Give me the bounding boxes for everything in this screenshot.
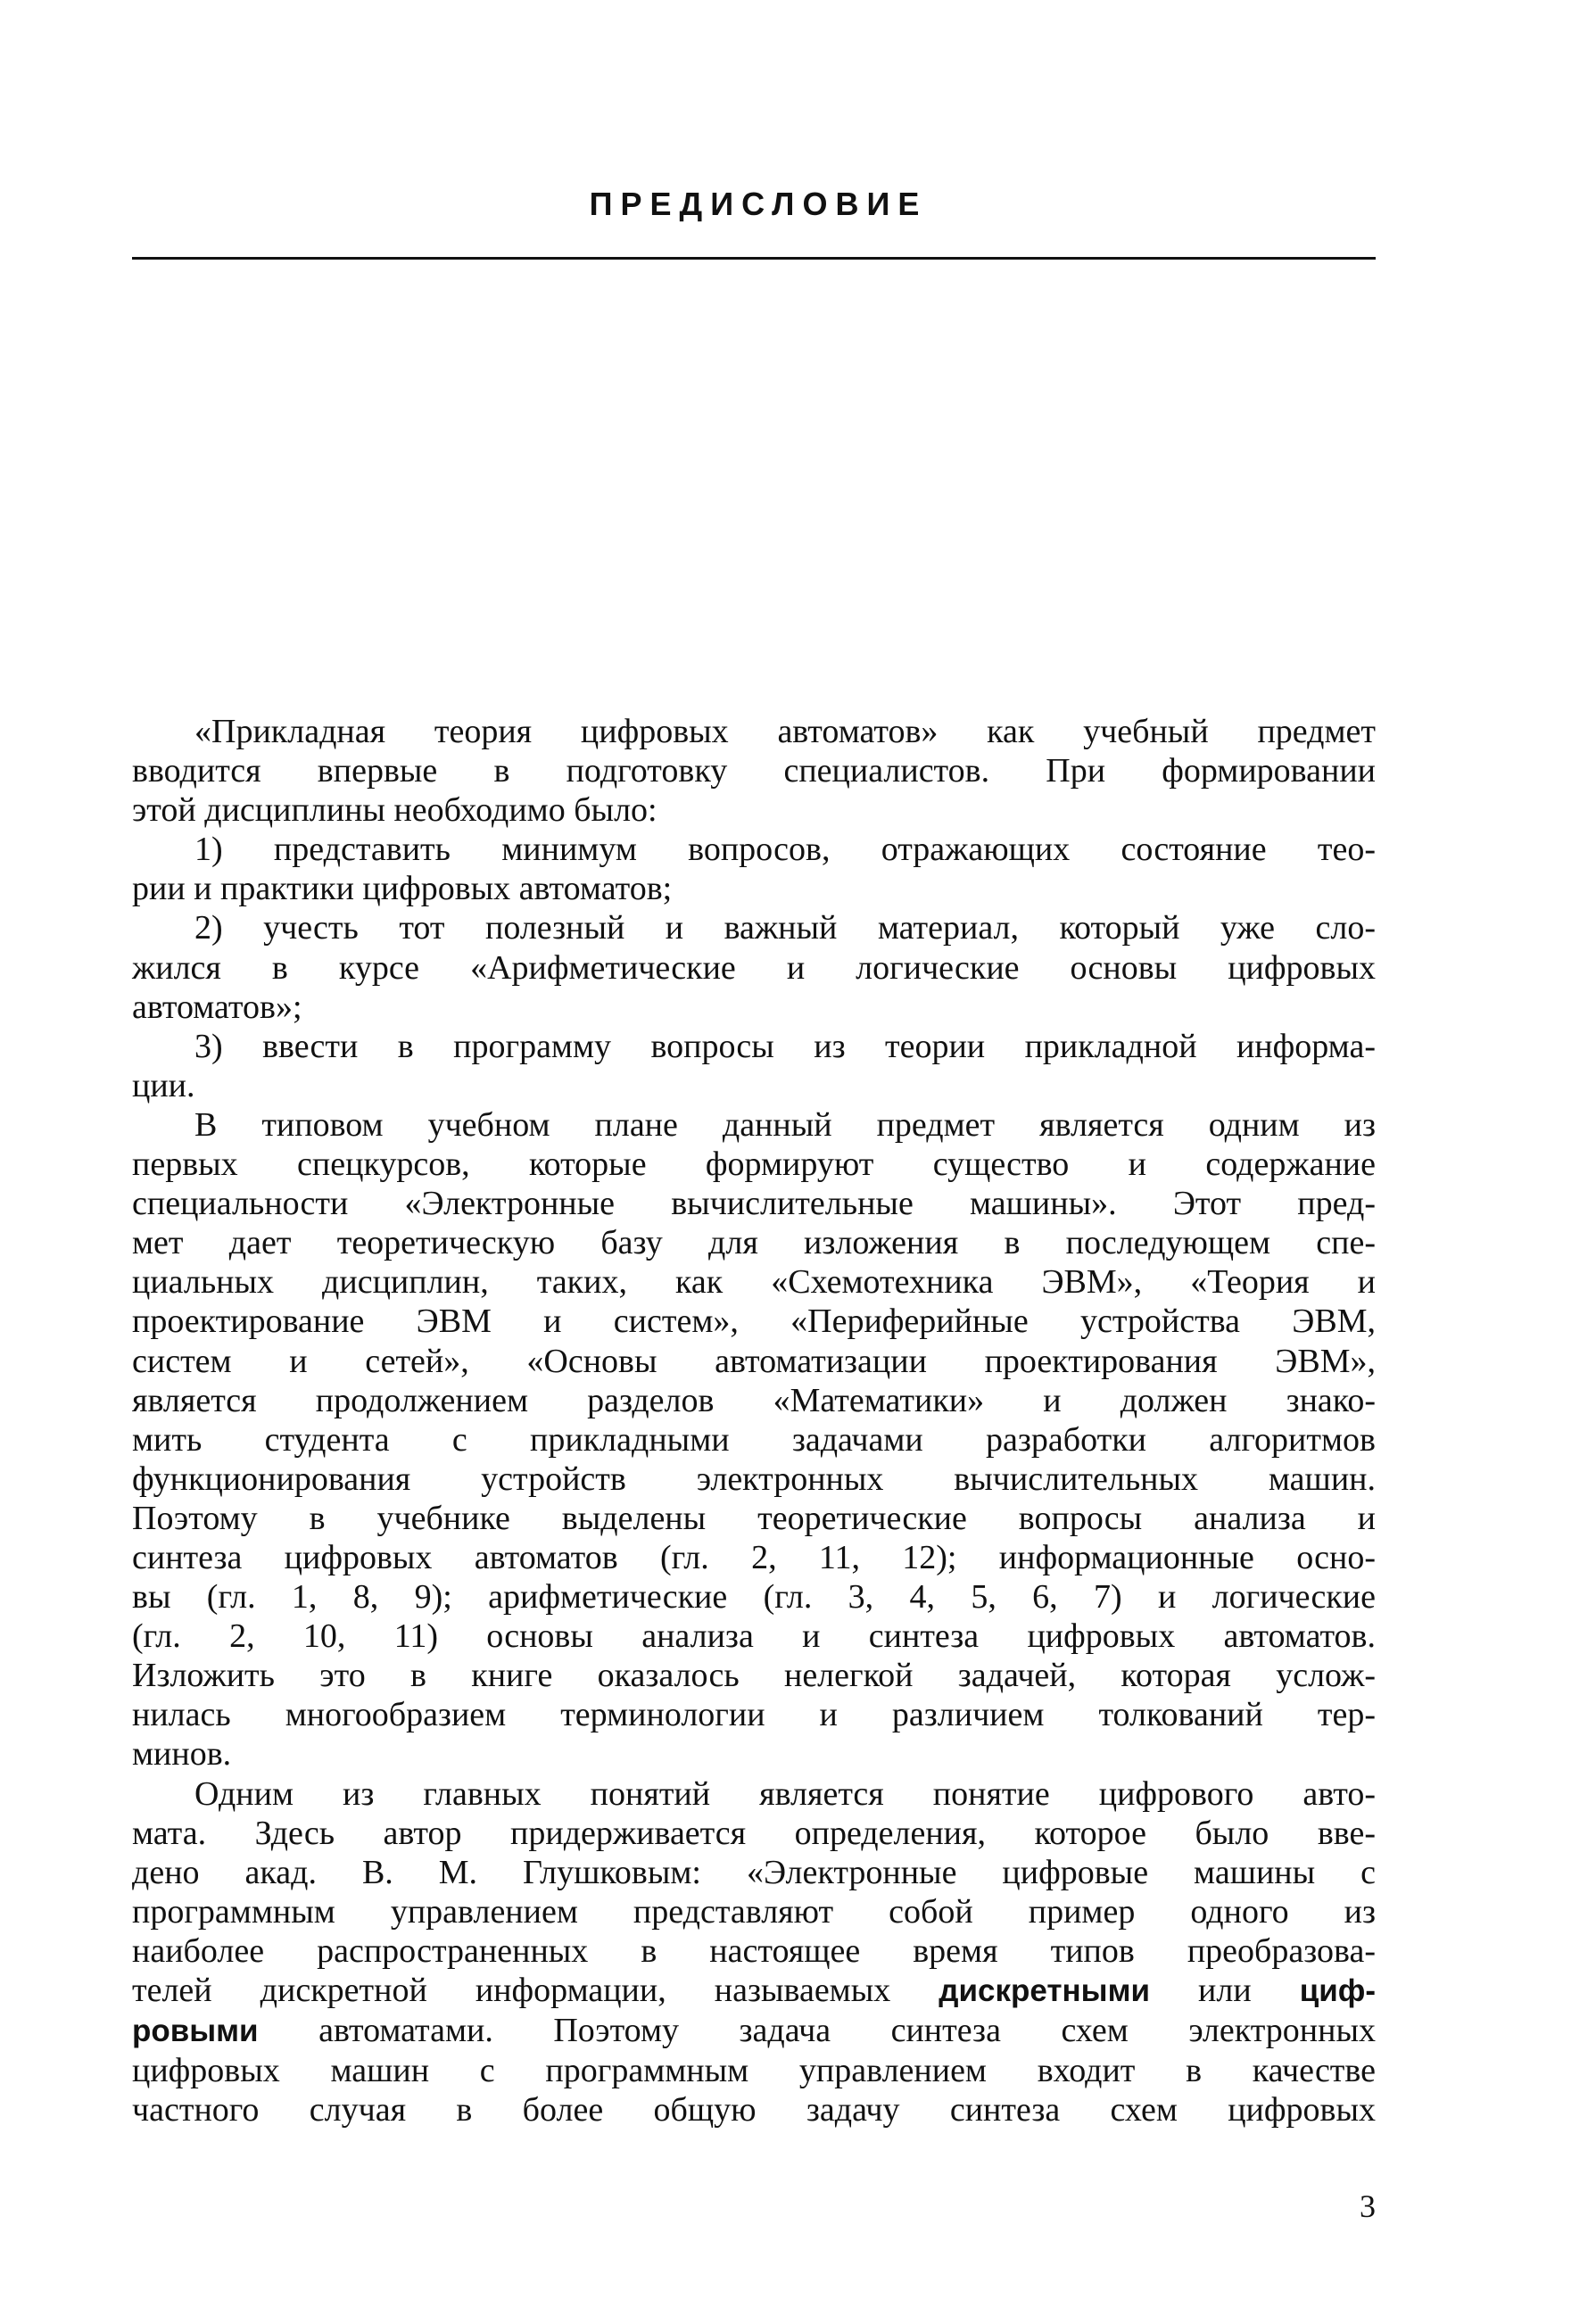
- text-line: автоматов»;: [132, 988, 302, 1026]
- text-line: этой дисциплины необходимо было:: [132, 791, 657, 830]
- text-line: синтеза цифровых автоматов (гл. 2, 11, 12); информационные осно-: [132, 1538, 1376, 1576]
- title-divider: [132, 257, 1376, 260]
- text-line: [132, 1853, 1376, 1892]
- text-line: [132, 2051, 1376, 2090]
- text-line: [194, 1774, 1376, 1814]
- paragraph-intro: [132, 712, 1376, 830]
- list-item-3: [132, 1027, 1376, 1105]
- body-text: [132, 712, 1376, 2129]
- text-line: мить студента с прикладными задачами разработки алгоритмов: [132, 1420, 1376, 1459]
- text-line: рии и практики цифровых автоматов;: [132, 870, 673, 908]
- text-line: циальных дисциплин, таких, как «Схемотехника ЭВМ», «Теория и: [132, 1263, 1376, 1302]
- text-run: автоматами. Поэтому задача синтеза схем электронных: [258, 2012, 1376, 2050]
- text-line: Поэтому в учебнике выделены теоретические вопросы анализа и: [132, 1499, 1376, 1537]
- text-line: [132, 1892, 1376, 1931]
- text-run: частного случая в более общую задачу синтеза схем цифровых: [132, 2091, 1376, 2129]
- text-run: дено акад. В. М. Глушковым: «Электронные цифровые машины с: [132, 1853, 1376, 1891]
- list-item-1: [132, 830, 1376, 908]
- text-line: нилась многообразием терминологии и различием толкований тер-: [132, 1696, 1376, 1734]
- text-run: программным управлением представляют собой пример одного из: [132, 1892, 1376, 1931]
- bold-term: дискретными: [939, 1973, 1150, 2008]
- text-line: [132, 1971, 1376, 2011]
- text-run: или: [1149, 1972, 1300, 2009]
- text-line: (гл. 2, 10, 11) основы анализа и синтеза цифровых автоматов.: [132, 1617, 1376, 1656]
- text-run: мата. Здесь автор придерживается определения, которое было вве-: [132, 1814, 1376, 1852]
- text-line: первых спецкурсов, которые формируют существо и содержание: [132, 1145, 1376, 1184]
- text-line: «Прикладная теория цифровых автоматов» как учебный предмет: [194, 713, 1376, 750]
- text-run: наиболее распространенных в настоящее время типов преобразова-: [132, 1931, 1376, 1970]
- text-line: [132, 2011, 1376, 2051]
- bold-term: ровыми: [132, 2014, 259, 2049]
- text-line: систем и сетей», «Основы автоматизации проектирования ЭВМ»,: [132, 1342, 1376, 1380]
- text-line: Изложить это в книге оказалось нелегкой задачей, которая услож-: [132, 1657, 1376, 1695]
- text-line: минов.: [132, 1735, 232, 1774]
- paragraph-definition: [132, 1774, 1376, 2130]
- text-line: 3) ввести в программу вопросы из теории прикладной информа-: [194, 1027, 1376, 1065]
- text-line: мет дает теоретическую базу для изложения в последующем спе-: [132, 1224, 1376, 1262]
- list-item-2: [132, 908, 1376, 1026]
- text-line: [132, 2090, 1376, 2129]
- text-line: вы (гл. 1, 8, 9); арифметические (гл. 3, 4, 5, 6, 7) и логические: [132, 1578, 1376, 1617]
- text-line: 2) учесть тот полезный и важный материал, который уже сло-: [194, 909, 1376, 947]
- text-line: проектирование ЭВМ и систем», «Периферийные устройства ЭВМ,: [132, 1302, 1376, 1341]
- text-line: 1) представить минимум вопросов, отражающих состояние тео-: [194, 831, 1376, 869]
- text-line: [132, 1814, 1376, 1853]
- text-run: телей дискретной информации, называемых: [132, 1972, 939, 2009]
- text-line: специальности «Электронные вычислительные машины». Этот пред-: [132, 1185, 1376, 1223]
- page-title: ПРЕДИСЛОВИЕ: [589, 186, 928, 222]
- text-run: Одним из главных понятий является понятие цифрового авто-: [194, 1774, 1376, 1813]
- text-line: В типовом учебном плане данный предмет является одним из: [194, 1105, 1376, 1144]
- text-line: является продолжением разделов «Математики» и должен знако-: [132, 1381, 1376, 1419]
- text-line: [132, 1931, 1376, 1971]
- text-run: цифровых машин с программным управлением входит в качестве: [132, 2052, 1376, 2090]
- text-line: ции.: [132, 1066, 195, 1104]
- bold-term: циф-: [1299, 1973, 1376, 2008]
- text-line: жился в курсе «Арифметические и логические основы цифровых: [132, 948, 1376, 987]
- text-line: функционирования устройств электронных вычислительных машин.: [132, 1460, 1376, 1498]
- page-number: 3: [1360, 2188, 1376, 2224]
- text-line: вводится впервые в подготовку специалистов. При формировании: [132, 752, 1376, 790]
- paragraph-curriculum: [132, 1105, 1376, 1774]
